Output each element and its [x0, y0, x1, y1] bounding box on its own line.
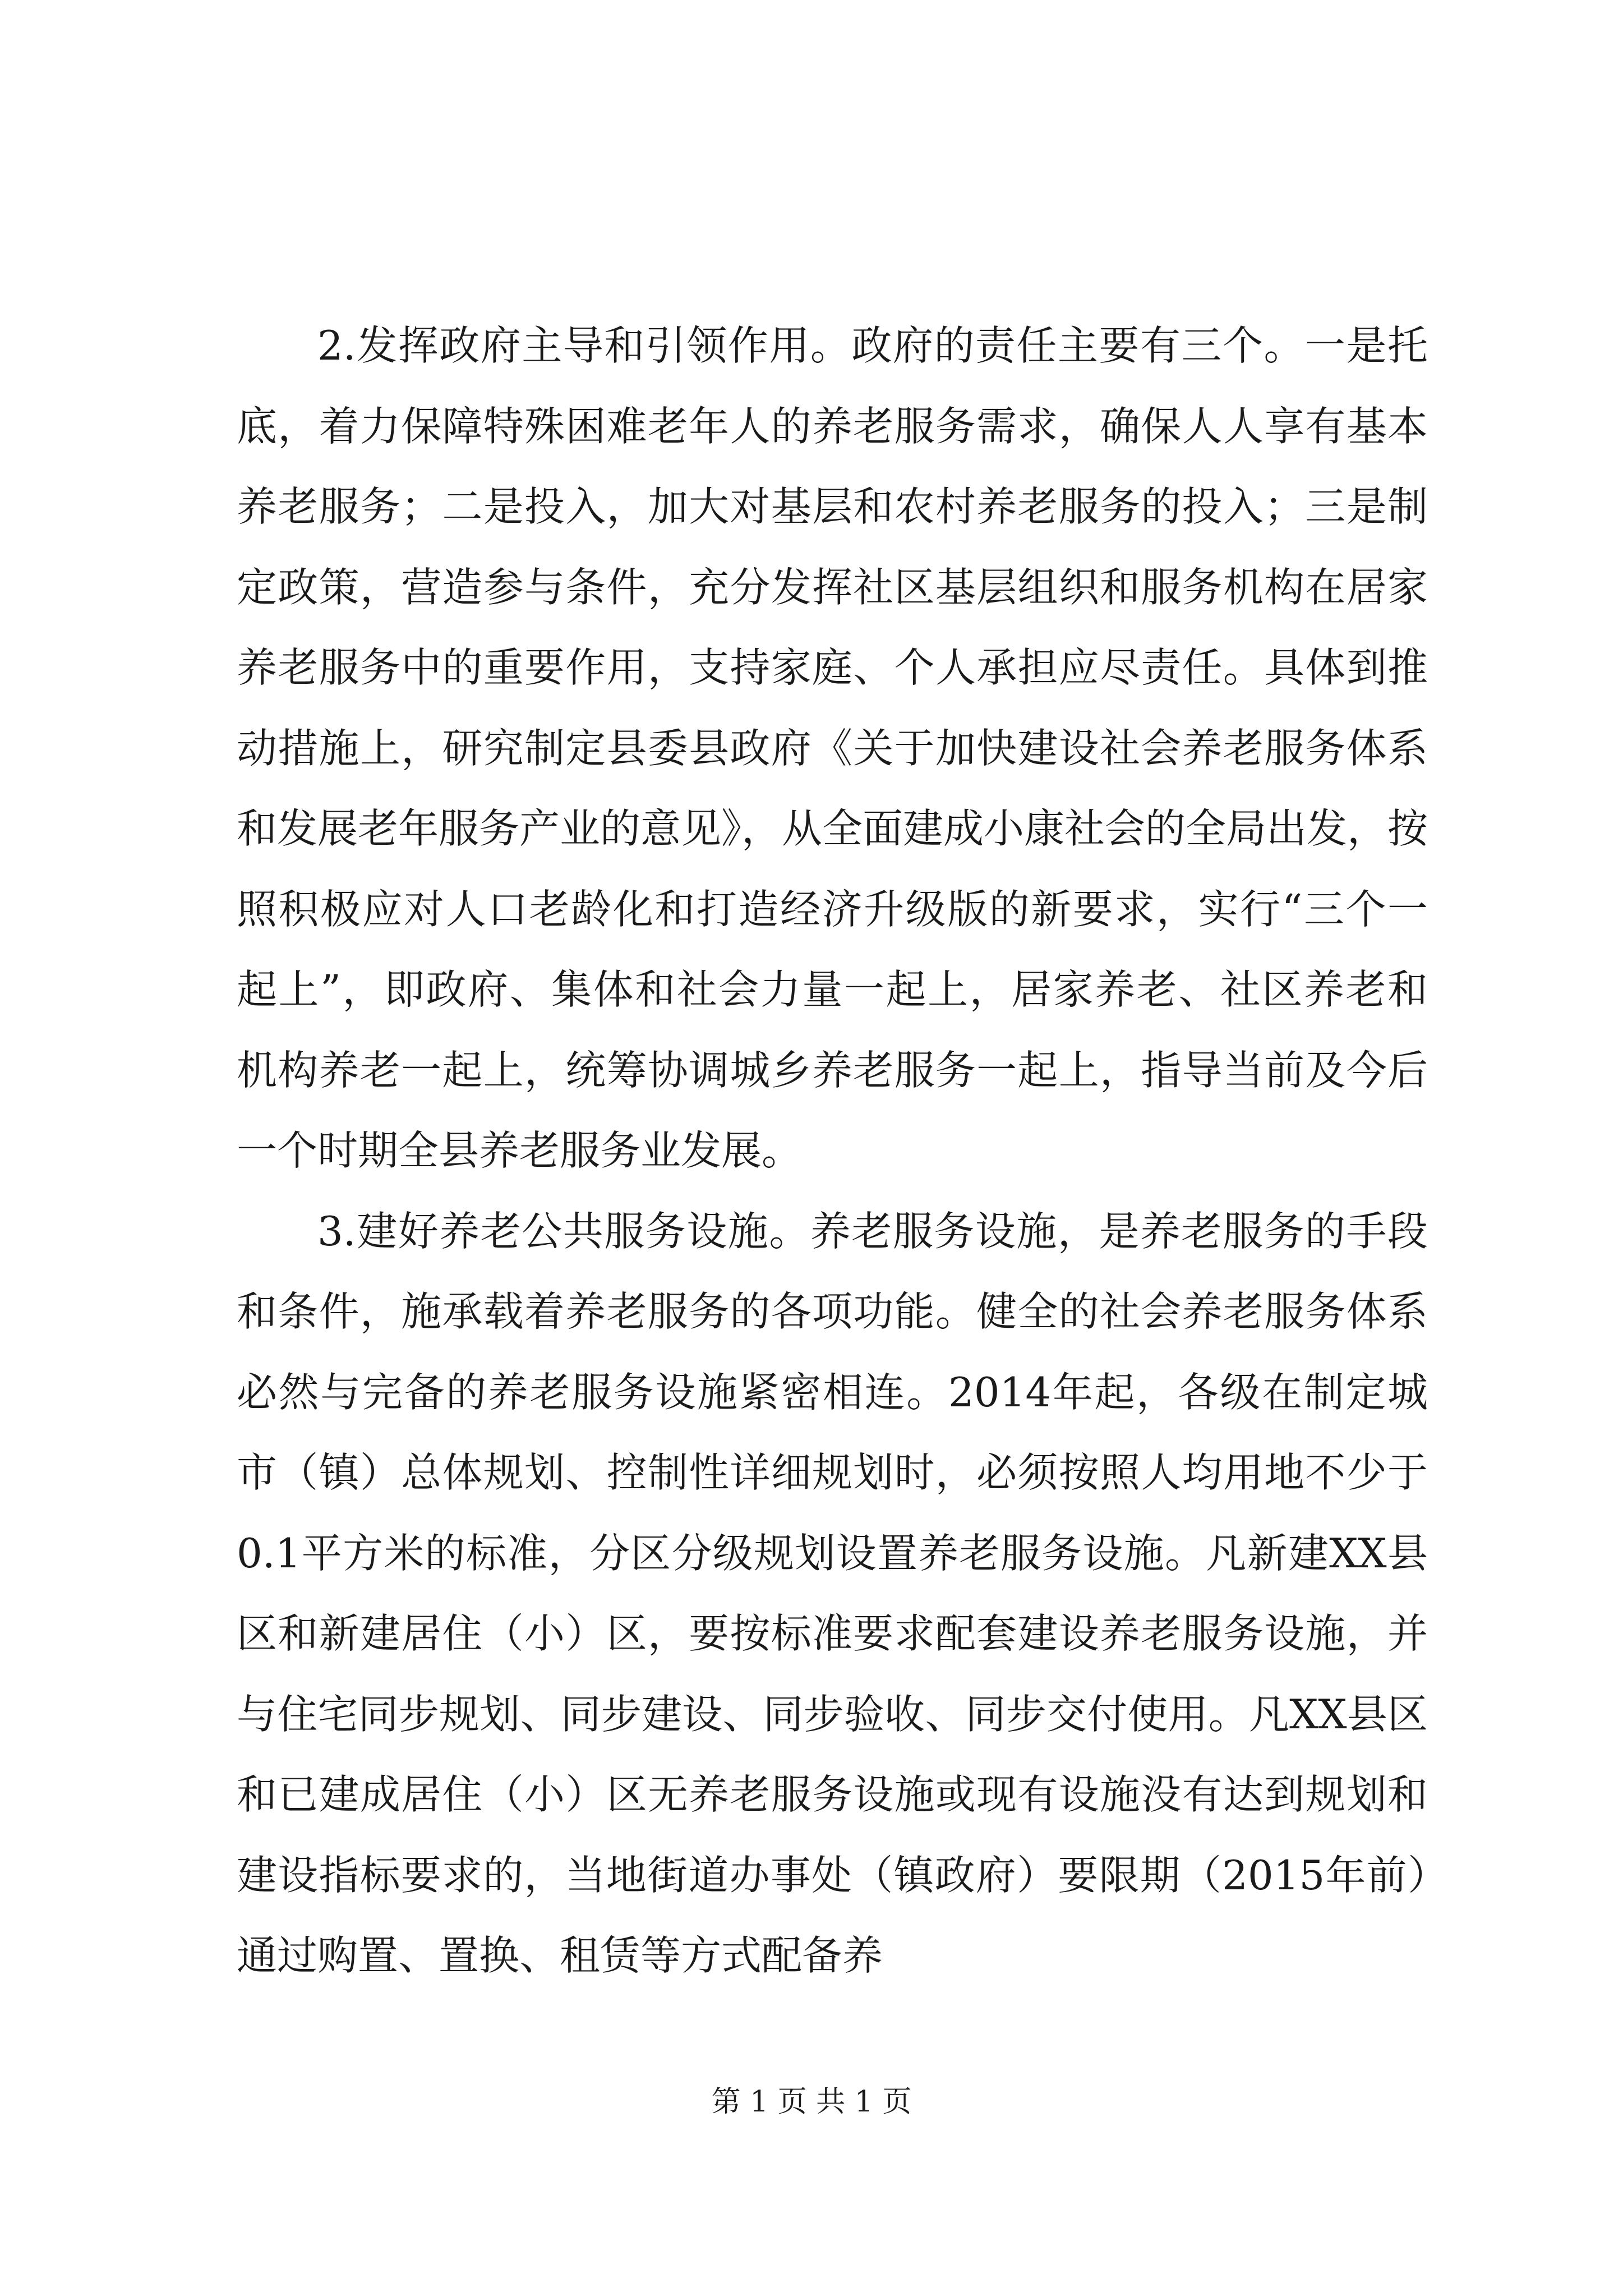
page-footer: 第 1 页 共 1 页: [711, 2085, 912, 2119]
paragraph-3: 3.建好养老公共服务设施。养老服务设施，是养老服务的手段和条件，施承载着养老服务的各项功能。健全的社会养老服务体系必然与完备的养老服务设施紧密相连。2014年起，各级在制定城市（镇）总体规划、控制性详细规划时，必须按照人均用地不少于0.1平方米的标准，分区分级规划设置养老服务设施。凡新建XX县区和新建居住（小）区，要按标准要求配套建设养老服务设施，并与住宅同步规划、同步建设、同步验收、同步交付使用。凡XX县区和已建成居住（小）区无养老服务设施或现有设施没有达到规划和建设指标要求的，当地街道办事处（镇政府）要限期（2015年前）通过购置、置换、租赁等方式配备养: [237, 1207, 1428, 1979]
document-body: [237, 306, 1428, 1996]
paragraph-2: 2.发挥政府主导和引领作用。政府的责任主要有三个。一是托底，着力保障特殊困难老年人的养老服务需求，确保人人享有基本养老服务；二是投入，加大对基层和农村养老服务的投入；三是制定政策，营造参与条件，充分发挥社区基层组织和服务机构在居家养老服务中的重要作用，支持家庭、个人承担应尽责任。具体到推动措施上，研究制定县委县政府《关于加快建设社会养老服务体系和发展老年服务产业的意见》，从全面建成小康社会的全局出发，按照积极应对人口老龄化和打造经济升级版的新要求，实行“三个一起上”，即政府、集体和社会力量一起上，居家养老、社区养老和机构养老一起上，统筹协调城乡养老服务一起上，指导当前及今后一个时期全县养老服务业发展。: [237, 322, 1428, 1174]
